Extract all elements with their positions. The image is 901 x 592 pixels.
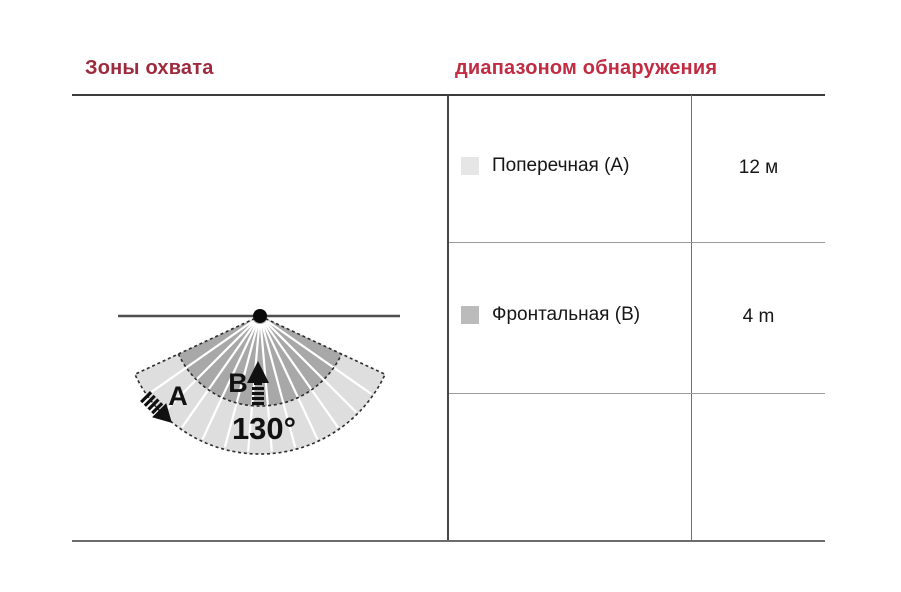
table-row-frontal <box>461 304 640 326</box>
coverage-zones-heading: Зоны охвата <box>85 57 214 79</box>
zone-b-row-label: Фронтальная (B) <box>492 304 641 325</box>
row-divider-2 <box>449 393 825 394</box>
coverage-angle-label: 130° <box>231 411 297 446</box>
zone-a-swatch <box>461 157 479 175</box>
detection-range-heading: диапазоном обнаружения <box>455 57 718 79</box>
table-row-transverse <box>461 155 629 177</box>
zone-a-letter: A <box>168 381 188 411</box>
sensor-dot <box>253 309 267 323</box>
zone-a-row-label: Поперечная (A) <box>492 155 630 176</box>
detection-zone-diagram <box>112 303 407 468</box>
row-divider-1 <box>449 242 825 243</box>
zone-b-swatch <box>461 306 479 324</box>
zone-a-range-value: 12 м <box>738 157 779 178</box>
column-divider-main <box>447 95 449 540</box>
zone-b-range-value: 4 m <box>742 306 775 327</box>
zone-b-letter: B <box>228 368 248 398</box>
table-bottom-border <box>72 540 825 542</box>
